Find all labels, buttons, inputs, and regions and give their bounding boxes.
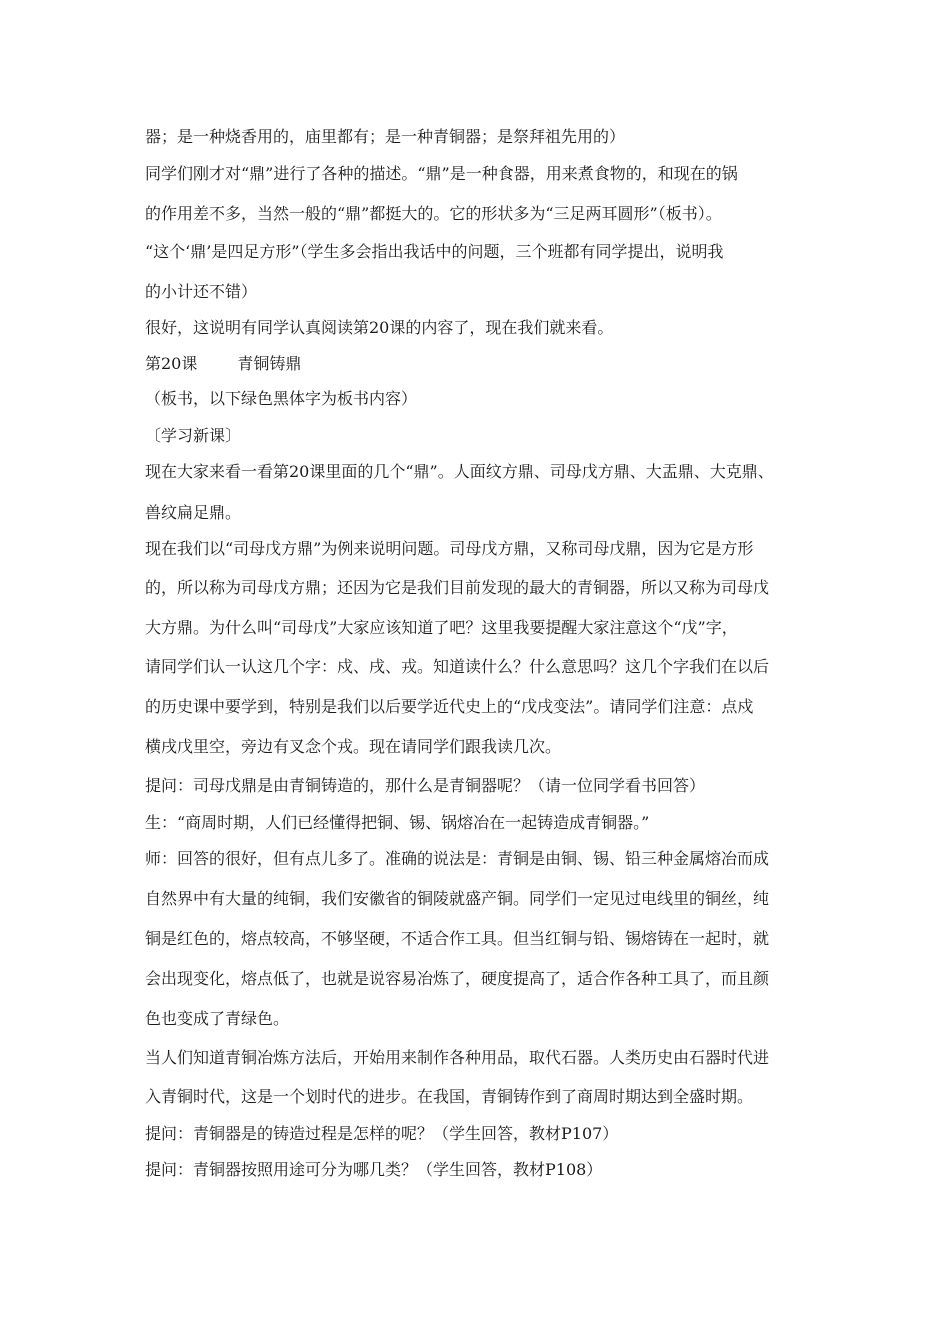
text-line: 当人们知道青铜冶炼方法后，开始用来制作各种用品，取代石器。人类历史由石器时代进 [145, 1048, 770, 1067]
text-line: 兽纹扁足鼎。 [145, 503, 242, 522]
text-line: 的，所以称为司母戊方鼎；还因为它是我们目前发现的最大的青铜器，所以又称为司母戊 [145, 578, 770, 597]
text-line: 提问：青铜器按照用途可分为哪几类？（学生回答，教材P108） [145, 1160, 603, 1179]
text-line: 横戌戊里空，旁边有叉念个戎。现在请同学们跟我读几次。 [145, 737, 562, 756]
text-line: 提问：司母戊鼎是由青铜铸造的，那什么是青铜器呢？（请一位同学看书回答） [145, 776, 706, 795]
text-line: 色也变成了青绿色。 [145, 1009, 290, 1028]
text-line: 器；是一种烧香用的，庙里都有；是一种青铜器；是祭拜祖先用的） [145, 127, 626, 146]
text-line: 的小计还不错） [145, 282, 258, 301]
lesson-title: 青铜铸鼎 [237, 354, 302, 373]
text-line: 入青铜时代，这是一个划时代的进步。在我国，青铜铸作到了商周时期达到全盛时期。 [145, 1087, 754, 1106]
text-line: 铜是红色的，熔点较高，不够坚硬，不适合作工具。但当红铜与铅、锡熔铸在一起时，就 [145, 929, 770, 948]
text-line: 生：“商周时期，人们已经懂得把铜、锡、锅熔冶在一起铸造成青铜器。” [145, 813, 650, 832]
text-line: 现在我们以“司母戊方鼎”为例来说明问题。司母戊方鼎，又称司母戊鼎，因为它是方形 [145, 539, 754, 558]
text-line: 师：回答的很好，但有点儿多了。准确的说法是：青铜是由铜、锡、铅三种金属熔冶而成 [145, 849, 770, 868]
lesson-heading [145, 354, 301, 374]
text-line: 提问：青铜器是的铸造过程是怎样的呢？（学生回答，教材P107） [145, 1124, 619, 1143]
text-line: 的作用差不多，当然一般的“鼎”都挺大的。它的形状多为“三足两耳圆形”（板书）。 [145, 204, 722, 223]
text-line: 同学们刚才对“鼎”进行了各种的描述。“鼎”是一种食器，用来煮食物的，和现在的锅 [145, 164, 738, 183]
text-line: 会出现变化，熔点低了，也就是说容易冶炼了，硬度提高了，适合作各种工具了，而且颜 [145, 969, 770, 988]
text-line: 自然界中有大量的纯铜，我们安徽省的铜陵就盛产铜。同学们一定见过电线里的铜丝，纯 [145, 889, 770, 908]
text-line: 请同学们认一认这几个字：戍、戌、戎。知道读什么？什么意思吗？这几个字我们在以后 [145, 657, 770, 676]
text-line: 大方鼎。为什么叫“司母戊”大家应该知道了吧？这里我要提醒大家注意这个“戊”字， [145, 618, 738, 637]
text-line: “这个‘鼎’是四足方形”（学生多会指出我话中的问题，三个班都有同学提出，说明我 [145, 242, 724, 261]
text-line: 很好，这说明有同学认真阅读第20课的内容了，现在我们就来看。 [145, 318, 614, 337]
text-line: （板书，以下绿色黑体字为板书内容） [145, 389, 418, 408]
text-line: 现在大家来看一看第20课里面的几个“鼎”。人面纹方鼎、司母戊方鼎、大盂鼎、大克鼎、 [145, 462, 774, 481]
section-label: 〔学习新课〕 [145, 426, 242, 445]
lesson-number: 第20课 [145, 354, 198, 373]
text-line: 的历史课中要学到，特别是我们以后要学近代史上的“戊戌变法”。请同学们注意：点戍 [145, 697, 754, 716]
